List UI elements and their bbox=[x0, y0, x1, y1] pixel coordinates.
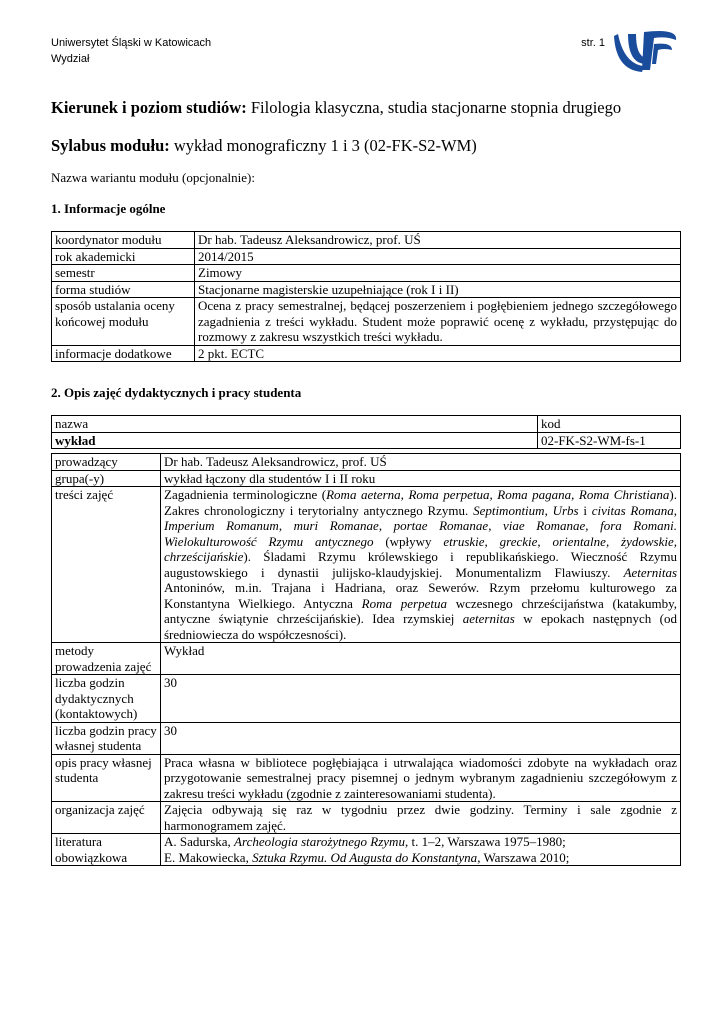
table-row bbox=[52, 643, 681, 675]
row-value: Dr hab. Tadeusz Aleksandrowicz, prof. UŚ bbox=[161, 454, 681, 471]
faculty-name: Wydział bbox=[51, 53, 90, 65]
row-label: literatura obowiązkowa bbox=[52, 834, 161, 866]
content-text: w epokach następnych (od średniowiecza do współczesności). bbox=[164, 611, 677, 642]
col-nazwa: nazwa bbox=[52, 416, 538, 433]
row-label: koordynator modułu bbox=[52, 232, 195, 249]
content-text: Antoninów, m.in. Trajana i Hadriana, oraz Sewerów. Rzym przełomu kulturowego za Konstantyna Wielkiego. Antyczna bbox=[164, 580, 677, 611]
sylabus-value: wykład monograficzny 1 i 3 (02-FK-S2-WM) bbox=[173, 136, 477, 155]
literature-title: Archeologia starożytnego Rzymu bbox=[234, 834, 405, 849]
general-info-table bbox=[51, 231, 681, 362]
row-label: semestr bbox=[52, 265, 195, 282]
university-name: Uniwersytet Śląski w Katowicach bbox=[51, 37, 212, 49]
row-value: Zajęcia odbywają się raz w tygodniu przez dwie godziny. Terminy i sale zgodnie z harmonogramem zajęć. bbox=[161, 802, 681, 834]
row-label: opis pracy własnej studenta bbox=[52, 754, 161, 802]
row-value: Dr hab. Tadeusz Aleksandrowicz, prof. UŚ bbox=[195, 232, 681, 249]
content-term: viae Romanae, fora Romani. Wielokulturowość Rzymu antycznego bbox=[164, 518, 677, 549]
literature-author: A. Sadurska, bbox=[164, 834, 235, 849]
row-label: grupa(-y) bbox=[52, 470, 161, 487]
course-details-table bbox=[51, 453, 681, 866]
literature-author: E. Makowiecka, bbox=[164, 849, 253, 865]
content-term: Septimontium bbox=[473, 502, 545, 518]
table-row bbox=[52, 454, 681, 471]
literature-title: Sztuka Rzymu. Od Augusta do Konstantyna bbox=[252, 849, 478, 865]
kierunek-line bbox=[51, 98, 681, 118]
sylabus-line bbox=[51, 136, 681, 156]
table-row bbox=[52, 754, 681, 802]
table-row bbox=[52, 675, 681, 723]
table-row bbox=[52, 232, 681, 249]
content-term: Aeternitas bbox=[623, 564, 677, 580]
content-term: Urbs bbox=[552, 502, 579, 518]
content-text: (wpływy bbox=[373, 533, 444, 549]
row-value: 30 bbox=[161, 675, 681, 723]
literature-item bbox=[164, 850, 677, 866]
content-text: , bbox=[544, 502, 553, 518]
row-value: Zimowy bbox=[195, 265, 681, 282]
content-term: civitas Romana bbox=[591, 502, 674, 518]
table-row bbox=[52, 432, 681, 449]
content-term: Roma aeterna, Roma perpetua, Roma pagana, Roma Christiana bbox=[326, 487, 670, 502]
table-row bbox=[52, 265, 681, 282]
row-value: Stacjonarne magisterskie uzupełniające (rok I i II) bbox=[195, 281, 681, 298]
table-row bbox=[52, 834, 681, 866]
literature-item bbox=[164, 834, 677, 850]
row-value: Ocena z pracy semestralnej, będącej poszerzeniem i pogłębieniem jednego szczegółowego zagadnienia z treści wykładu. Student może poprawić ocenę z wykładu, przystępując do rozmowy z zakresu wszystkich treści wykładu. bbox=[195, 298, 681, 346]
row-label: forma studiów bbox=[52, 281, 195, 298]
table-row bbox=[52, 281, 681, 298]
section2-heading: 2. Opis zajęć dydaktycznych i pracy studenta bbox=[51, 385, 302, 400]
row-label: organizacja zajęć bbox=[52, 802, 161, 834]
kierunek-value: Filologia klasyczna, studia stacjonarne stopnia drugiego bbox=[250, 98, 622, 117]
row-label: treści zajęć bbox=[52, 487, 161, 643]
row-value: 2 pkt. ECTC bbox=[195, 345, 681, 362]
table-row bbox=[52, 470, 681, 487]
kierunek-label: Kierunek i poziom studiów: bbox=[51, 98, 247, 117]
content-text: wczesnego chrześcijaństwa (katakumby, antyczne świątynie chrześcijańskie). Idea rzymskiej bbox=[164, 595, 677, 626]
row-label: informacje dodatkowe bbox=[52, 345, 195, 362]
content-text: , bbox=[488, 518, 503, 533]
content-text: , bbox=[673, 502, 678, 518]
table-row bbox=[52, 298, 681, 346]
variant-label: Nazwa wariantu modułu (opcjonalnie): bbox=[51, 170, 255, 185]
university-logo-icon bbox=[614, 30, 678, 74]
content-text: ). Śladami Rzymu królewskiego i republikańskiego. Wieczność Rzymu augustowskiego i dynastii julijsko-klaudyjskiej. Monumentalizm Flawiuszy. bbox=[164, 549, 677, 580]
row-label: liczba godzin pracy własnej studenta bbox=[52, 722, 161, 754]
row-label: metody prowadzenia zajęć bbox=[52, 643, 161, 675]
content-text: Zagadnienia terminologiczne ( bbox=[164, 487, 327, 502]
table-row bbox=[52, 248, 681, 265]
row-label: liczba godzin dydaktycznych (kontaktowych) bbox=[52, 675, 161, 723]
sylabus-label: Sylabus modułu: bbox=[51, 136, 170, 155]
row-value: Praca własna w bibliotece pogłębiająca i utrwalająca wiadomości zdobyte na wykładach oraz przygotowanie semestralnej pracy pisemnej o jednym wybranym zagadnieniu szczegółowym z zakresu treści wykładu (zgodnie z zainteresowaniami studenta). bbox=[161, 754, 681, 802]
row-value: Wykład bbox=[161, 643, 681, 675]
content-text: , bbox=[378, 518, 394, 533]
literature-details: , Warszawa 2010; bbox=[477, 849, 570, 865]
content-term: aeternitas bbox=[462, 611, 515, 626]
row-label: prowadzący bbox=[52, 454, 161, 471]
row-value: wykład łączony dla studentów I i II roku bbox=[161, 470, 681, 487]
content-term: portae Romanae bbox=[393, 518, 489, 533]
table-row bbox=[52, 487, 681, 643]
page-header bbox=[51, 35, 611, 67]
content-term: Imperium Romanum bbox=[164, 518, 279, 533]
table-row bbox=[52, 802, 681, 834]
row-label: rok akademicki bbox=[52, 248, 195, 265]
row-label: sposób ustalania oceny końcowej modułu bbox=[52, 298, 195, 346]
page-number: str. 1 bbox=[581, 37, 605, 49]
row-value: 30 bbox=[161, 722, 681, 754]
table-row bbox=[52, 722, 681, 754]
literature-details: , t. 1–2, Warszawa 1975–1980; bbox=[404, 834, 566, 849]
row-value: 2014/2015 bbox=[195, 248, 681, 265]
content-term: muri Romanae bbox=[293, 518, 379, 533]
content-term: Roma perpetua bbox=[361, 595, 447, 611]
course-content bbox=[161, 487, 681, 643]
section1-heading: 1. Informacje ogólne bbox=[51, 201, 166, 216]
course-code-table bbox=[51, 415, 681, 449]
literature-list bbox=[161, 834, 681, 866]
table-row bbox=[52, 345, 681, 362]
content-text: i bbox=[578, 502, 592, 518]
table-row bbox=[52, 416, 681, 433]
col-kod: kod bbox=[538, 416, 681, 433]
content-text: , bbox=[278, 518, 294, 533]
course-name: wykład bbox=[52, 432, 538, 449]
course-code: 02-FK-S2-WM-fs-1 bbox=[538, 432, 681, 449]
content-term: etruskie, greckie, orientalne, żydowskie, chrześcijańskie bbox=[164, 533, 677, 564]
content-text: ). Zakres chronologiczny i terytorialny antycznego Rzymu. bbox=[164, 487, 677, 518]
